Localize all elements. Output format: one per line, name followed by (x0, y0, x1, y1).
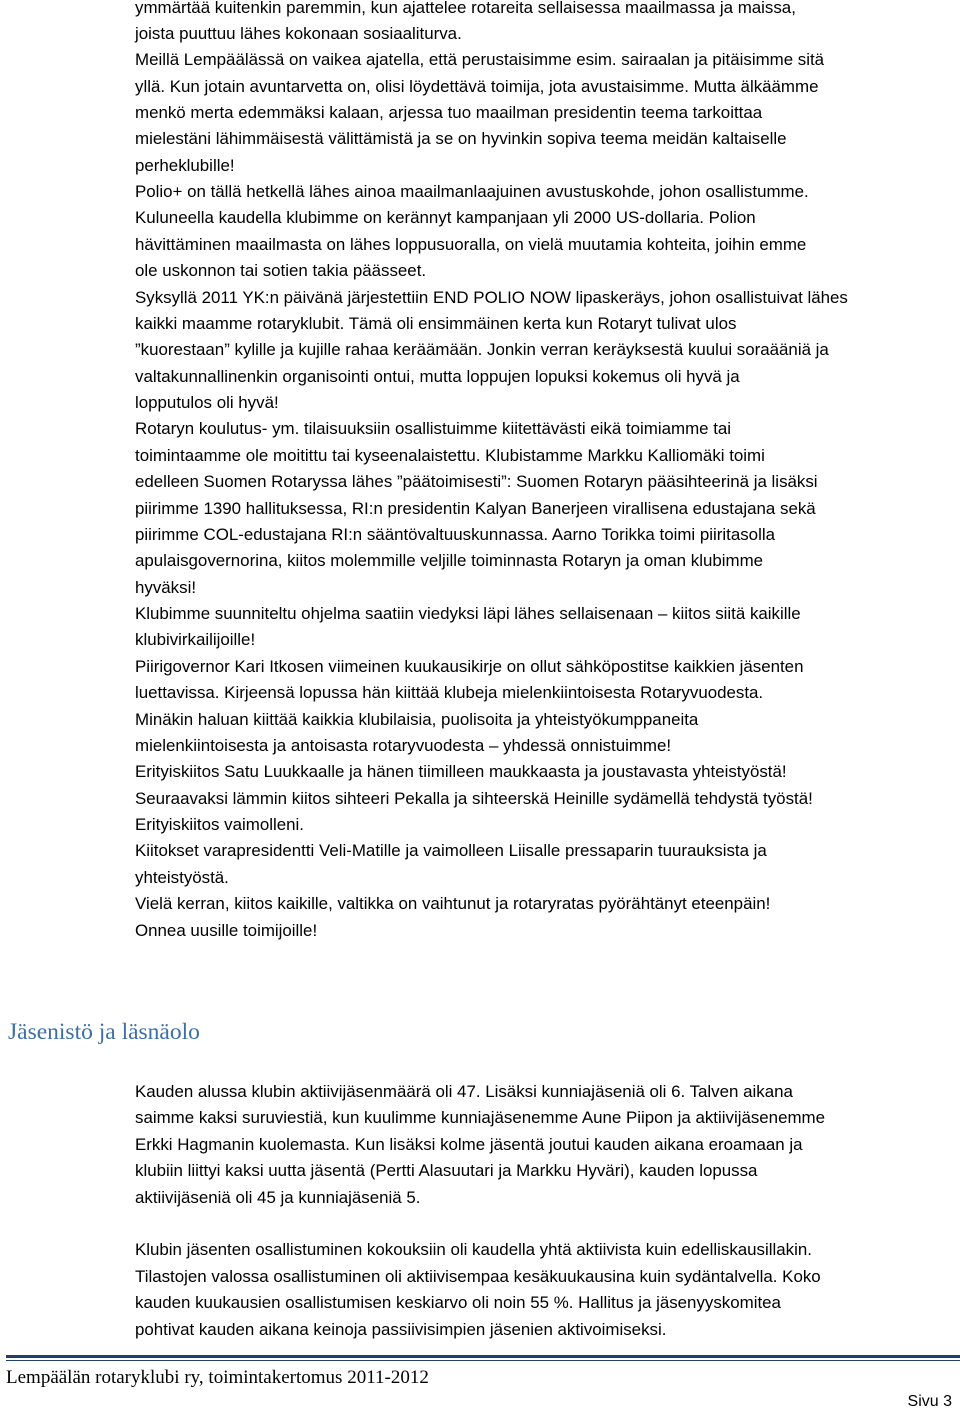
section-text-line: pohtivat kauden aikana keinoja passiivisimpien jäsenien aktivoimiseksi. (135, 1320, 667, 1339)
text-line: Erityiskiitos vaimolleni. (135, 815, 304, 834)
text-line: mielenkiintoisesta ja antoisasta rotaryvuodesta – yhdessä onnistuimme! (135, 736, 672, 755)
text-line: Onnea uusille toimijoille! (135, 921, 318, 940)
section-text-line: Tilastojen valossa osallistuminen oli aktiivisempaa kesäkuukausina kuin sydäntalvella. Koko (135, 1267, 821, 1286)
text-line: Kuluneella kaudella klubimme on kerännyt kampanjaan yli 2000 US-dollaria. Polion (135, 208, 756, 227)
section-text-line: Kauden alussa klubin aktiivijäsenmäärä oli 47. Lisäksi kunniajäseniä oli 6. Talven aikana (135, 1082, 793, 1101)
page-number: Sivu 3 (907, 1393, 952, 1410)
section-text-line: Klubin jäsenten osallistuminen kokouksiin oli kaudella yhtä aktiivista kuin edelliskausillakin. (135, 1240, 812, 1259)
text-line: piirimme 1390 hallituksessa, RI:n presidentin Kalyan Banerjeen virallisena edustajana sekä (135, 499, 816, 518)
text-line: Erityiskiitos Satu Luukkaalle ja hänen tiimilleen maukkaasta ja joustavasta yhteistyöstä! (135, 762, 787, 781)
text-line: Vielä kerran, kiitos kaikille, valtikka on vaihtunut ja rotaryratas pyörähtänyt eteenpäin! (135, 894, 771, 913)
text-line: Meillä Lempäälässä on vaikea ajatella, että perustaisimme esim. sairaalan ja pitäisimme sitä (135, 50, 825, 69)
text-line: mielestäni lähimmäisestä välittämistä ja se on hyvinkin sopiva teema meidän kaltaiselle (135, 129, 787, 148)
section-text-line: saimme kaksi suruviestiä, kun kuulimme kunniajäsenemme Aune Piipon ja aktiivijäsenemme (135, 1108, 826, 1127)
text-line: piirimme COL-edustajana RI:n sääntövaltuuskunnassa. Aarno Torikka toimi piiritasolla (135, 525, 775, 544)
text-line: menkö merta edemmäksi kalaan, arjessa tuo maailman presidentin teema tarkoittaa (135, 103, 763, 122)
text-line: yhteistyöstä. (135, 868, 229, 887)
section-text-line: kauden kuukausien osallistumisen keskiarvo oli noin 55 %. Hallitus ja jäsenyyskomitea (135, 1293, 781, 1312)
text-line: Piirigovernor Kari Itkosen viimeinen kuukausikirje on ollut sähköpostitse kaikkien jäsenten (135, 657, 804, 676)
text-line: Polio+ on tällä hetkellä lähes ainoa maailmanlaajuinen avustuskohde, johon osallistumme. (135, 182, 809, 201)
footer-title: Lempäälän rotaryklubi ry, toimintakertomus 2011-2012 (6, 1367, 429, 1388)
section-text-line: klubiin liittyi kaksi uutta jäsentä (Pertti Alasuutari ja Markku Hyväri), kauden lopussa (135, 1161, 758, 1180)
text-line: ymmärtää kuitenkin paremmin, kun ajattelee rotareita sellaisessa maailmassa ja maissa, (135, 0, 796, 17)
text-line: Seuraavaksi lämmin kiitos sihteeri Pekalla ja sihteerskä Heinille sydämellä tehdystä työstä! (135, 789, 813, 808)
text-line: joista puuttuu lähes kokonaan sosiaaliturva. (135, 24, 462, 43)
text-line: Rotaryn koulutus- ym. tilaisuuksiin osallistuimme kiitettävästi eikä toimiamme tai (135, 419, 732, 438)
section-heading: Jäsenistö ja läsnäolo (8, 1019, 200, 1045)
text-line: perheklubille! (135, 156, 235, 175)
text-line: klubivirkailijoille! (135, 630, 256, 649)
text-line: Kiitokset varapresidentti Veli-Matille ja vaimolleen Liisalle pressaparin tuurauksista ja (135, 841, 767, 860)
text-line: hävittäminen maailmasta on lähes loppusuoralla, on vielä muutamia kohteita, joihin emme (135, 235, 807, 254)
text-line: ”kuorestaan” kylille ja kujille rahaa keräämään. Jonkin verran keräyksestä kuului soraääniä ja (135, 340, 829, 359)
text-line: hyväksi! (135, 578, 197, 597)
text-line: luettavissa. Kirjeensä lopussa hän kiittää klubeja mielenkiintoisesta Rotaryvuodesta. (135, 683, 764, 702)
section-text-line: Erkki Hagmanin kuolemasta. Kun lisäksi kolme jäsentä joutui kauden aikana eroamaan ja (135, 1135, 803, 1154)
text-line: Syksyllä 2011 YK:n päivänä järjestettiin END POLIO NOW lipaskeräys, johon osallistuivat lähes (135, 288, 848, 307)
section-text-line: aktiivijäseniä oli 45 ja kunniajäseniä 5. (135, 1188, 421, 1207)
text-line: kaikki maamme rotaryklubit. Tämä oli ensimmäinen kerta kun Rotaryt tulivat ulos (135, 314, 737, 333)
text-line: toimintaamme ole moitittu tai kyseenalaistettu. Klubistamme Markku Kalliomäki toimi (135, 446, 765, 465)
text-line: yllä. Kun jotain avuntarvetta on, olisi löydettävä toimija, jota avustaisimme. Mutta älkäämme (135, 77, 819, 96)
text-line: Klubimme suunniteltu ohjelma saatiin viedyksi läpi lähes sellaisenaan – kiitos siitä kaikille (135, 604, 801, 623)
text-line: valtakunnallinenkin organisointi ontui, mutta loppujen lopuksi kokemus oli hyvä ja (135, 367, 740, 386)
footer-rule (6, 1355, 960, 1361)
text-line: lopputulos oli hyvä! (135, 393, 279, 412)
text-line: Minäkin haluan kiittää kaikkia klubilaisia, puolisoita ja yhteistyökumppaneita (135, 710, 699, 729)
text-line: edelleen Suomen Rotaryssa lähes ”päätoimisesti”: Suomen Rotaryn pääsihteerinä ja lisäksi (135, 472, 818, 491)
text-line: apulaisgovernorina, kiitos molemmille veljille toiminnasta Rotaryn ja oman klubimme (135, 551, 764, 570)
text-line: ole uskonnon tai sotien takia päässeet. (135, 261, 427, 280)
